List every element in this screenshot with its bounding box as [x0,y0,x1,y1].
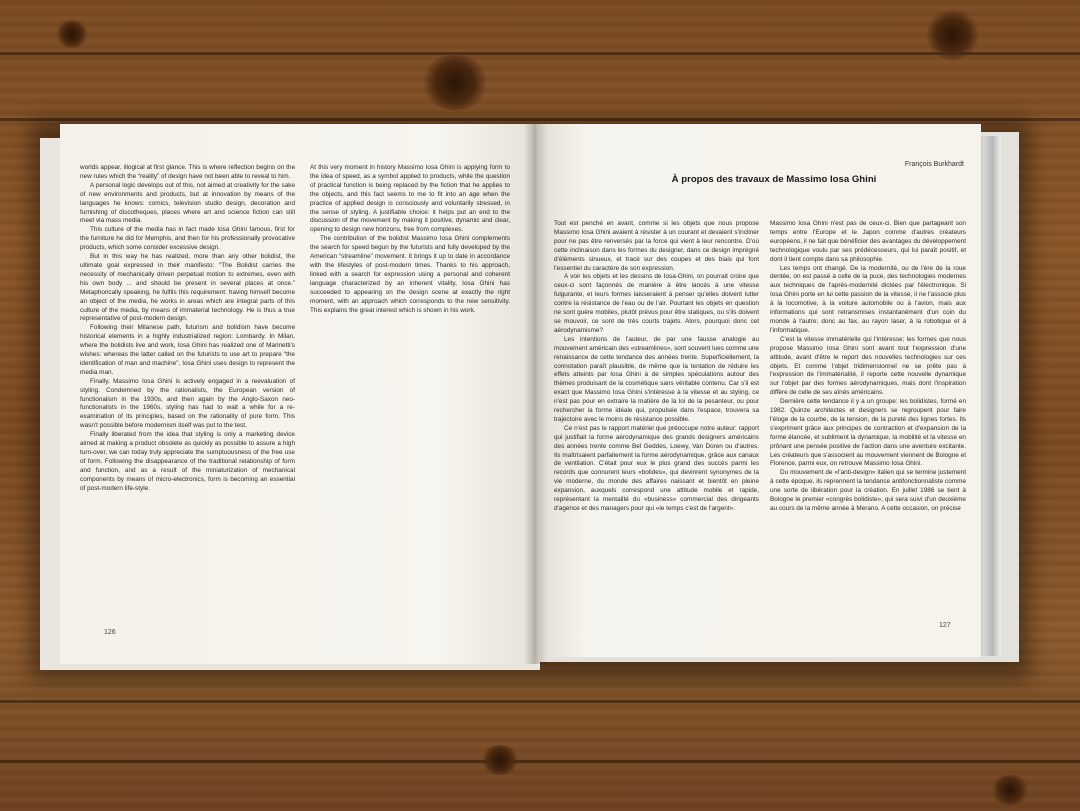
paragraph: C'est la vitesse immatérielle qui l'intéresse; les formes que nous propose Massimo Iosa Ghini sont avant tout l'expression d'une attitude, avant d'être le report des nouvelles technologies sur ces objets. Et comme l'objet tridimensionnel ne se prête pas à l'expression de l'immatérialité, il reporte cette nouvelle dynamique sur l'objet par des formes aérodynamiques, mais dont l'inspiration diffère de celle de ses aînés américains. [770,335,966,397]
paragraph: Les temps ont changé. De la modernité, ou de l'ère de la roue dentée, on est passé à celle de la puce, des technologies modernes aux techniques de l'après-modernité dictées par l'électronique. Si Iosa Ghini porte en lui cette passion de la vitesse, il ne l'associe plus à la locomotive, à la voiture automobile ou à l'avion, mais aux informations qui sont retransmises instantanément d'un coin du monde à l'autre; donc au fax, au rayon laser, à la robotique et à l'informatique. [770,264,966,334]
table-plank-seam [0,52,1080,55]
page-number: 127 [939,622,951,629]
paragraph: Les intentions de l'auteur, de par une fausse analogie au mouvement américain des «streamlines», sont souvent lues comme une renaissance de cette tendance des années trente. Superficiellement, la connotation paraît plausible, de même que la tentation de réduire les effets atteints par Iosa Ghini à de simples spéculations autour des thèmes produisant de la cosmétique sans véritable contenu. Car s'il est exact que Massimo Iosa Ghini s'intéresse à la vitesse et au styling, ce n'est pas pour en extraire la matière de la loi de la pesanteur, ou pour rechercher la forme idéale qui, propulsée dans l'espace, trouvera sa trajectoire avec le moins de résistance possible. [554,335,759,423]
paragraph: A personal logic develops out of this, not aimed at creativity for the sake of new environments and products, but at innovation by means of the languages he knows: comics, television studio design, decoration and furnishing of discotheques, places where art and science fiction can still meet via mass media. [80,181,295,225]
paragraph: But in this way he has realized, more than any other bolidist, the ultimate goal expressed in their manifesto: “The Bolidist carries the necessity of mechanically driven perpetual motion to extremes, even with his own body ... and should be present in several places at once.” Metaphorically speaking, he fulfils this requirement: having himself become an object of the media, he works in areas which are integral parts of this culture of the media, by means of immaterial technology. He is thus a true representative of post-modern design. [80,253,295,323]
paragraph: A voir les objets et les dessins de Iosa-Ghini, on pourrait croire que ceux-ci sont façonnés de manière à être lancés à une vitesse fulgurante, et leurs formes laisseraient à penser qu'elles doivent lutter contre la résistance de l'eau ou de l'air. Pourtant les objets en question ne sont guère mobiles, plutôt prévus pour être statiques, ou s'ils doivent se mouvoir, ce sont de très courts trajets. Alors, pourquoi donc cet aérodynamisme? [554,273,759,334]
paragraph: Ce n'est pas le rapport matériel que préoccupe notre auteur: rapport qui justifiait la forme aérodynamique des grands designers américains des années trente comme Bel Geddes, Loewy, Van Doren ou d'autres. Ils maîtrisaient parfaitement la forme aérodynamique, grâce aux canaux de ventilation. C'était pour eux le plus grand des succès parmi les records que connurent leurs «bolides», qui devinrent synonymes de la vie moderne, du monde des affaires naissant et bientôt en pleine expansion, auxquels correspond une attitude mobile et rapide, représentant la mentalité du «business» commercial des dirigeants d'agence et des managers pour qui «le temps c'est de l'argent». [554,424,759,512]
wood-knot [420,55,490,110]
table-plank-seam [0,700,1080,703]
wood-knot [925,10,980,60]
table-plank-seam [0,760,1080,763]
left-page [60,124,536,664]
wood-knot [55,20,89,48]
wood-knot [990,775,1030,805]
wood-knot [480,745,520,775]
right-page [534,124,981,657]
book-gutter [524,124,548,664]
article-author: François Burkhardt [904,161,964,168]
paragraph: Finally, Massimo Iosa Ghini is actively engaged in a reevaluation of styling. Condemned by the rationalists, the European version of functionalism in the 1930s, and then again by the Anglo-Saxon neo-functionalists in the 1960s, styling has had to wait a while for a re-examination of its principles, based on the rationality of pure form. This wasn't possible before modernism itself was put to the test. [80,377,295,430]
paragraph: Dernière cette tendance il y a un groupe: les bolidistes, formé en 1982. Quinze architectes et designers se regroupent pour faire l'éloge de la courbe, de la tension, de la pureté des lignes fortes. Ils s'expriment grâce aux principes de contraction et d'expansion de la forme élancée, et subliment la dynamique, la mobilité et la vitesse en prônant une pensée positive de l'action dans une aventure excitante. Les créateurs que s'associent au mouvement viennent de Bologne et Florence, parmi eux, on retrouve Massimo Iosa Ghini. [770,398,966,468]
article-title: À propos des travaux de Massimo Iosa Ghini [671,174,877,185]
paragraph: Tout est penché en avant, comme si les objets que nous propose Massimo Iosa Ghini avaient à résister à un courant et devaient s'incliner pour ne pas être renversés par la force qui vient à leur rencontre. D'où cette inclinaison dans les formes du designer, dans ce design imprégné d'éléments sinueux, et tracé sur des coupes et des biais qui font l'essentiel du caractère de son expression. [554,220,759,272]
paragraph: The contribution of the bolidist Massimo Iosa Ghini complements the search for speed begun by the futurists and fully developed by the American “streamline” movement. It brings it up to date in accordance with the lifestyles of post-modern times. Thanks to his approach, linked with a search for expression using a personal and coherent language characterized by an inherent vitality, Iosa Ghini has succeeded to appearing on the design scene at exactly the right moment, with an approach which corresponds to the new sensitivity. This explains the great interest which is shown in his work. [310,235,510,314]
paragraph: Du mouvement de «l'anti-design» italien qui se termine justement à cette époque, ils reprennent la tendance antifonctionnaliste comme une sorte de libération pour la création. En juillet 1986 se tient à Bologne le premier «congrès bolidiste», qui sera suivi d'un deuxième au cours de la même année à Merano. A cette occasion, on précise [770,469,966,512]
paragraph: At this very moment in history Massimo Iosa Ghini is applying form to the idea of speed, as a symbol applied to products, while the question of practical function is being replaced by the fiction that he applies to the objects, and this fact seems to me to fit into an age when the practice of applied design is consciously and voluntarily stressed, in the sense of styling. A justifiable choice: it helps put an end to the discussion of the movement by making it positive, dynamic and clear, opening to design new horizons, free from complexes. [310,164,510,234]
left-page-column-1 [80,164,295,494]
left-page-column-2 [310,164,510,315]
right-page-column-2 [770,220,966,514]
paragraph: Massimo Iosa Ghini n'est pas de ceux-ci. Bien que partageant son temps entre l'Europe et le Japon comme d'autres créateurs européens, il ne fait que bénéficier des avantages du développement technologique voulu par ses prédécesseurs, qui lui paraît positif, et dont il tient compte dans sa philosophie. [770,220,966,263]
paragraph: Finally liberated from the idea that styling is only a marketing device aimed at making a product obsolete as quickly as possible to assure a high turn-over, we can today truly appreciate the sumptuousness of the free use of form. Following the disappearance of the traditional relationship of form and function, and as a result of the miniaturization of mechanical components by means of micro-electronics, form is becoming an essential of post-modern life-style. [80,431,295,492]
paragraph: Following their Milanese path, futurism and bolidism have become historical elements in a highly industrialized region: Lombardy. In Milan, where the bolidists live and work, Iosa Ghini has realized one of Marinetti's wishes: whereas the latter called on the futurists to use art to prepare “the identification of man and machine”, Iosa Ghini uses design to represent the media man. [80,324,295,376]
page-number: 126 [104,629,116,636]
paragraph: This culture of the media has in fact made Iosa Ghini famous, first for the furniture he did for Memphis, and then for his professionally provocative products, which some consider excessive design. [80,226,295,252]
paragraph: worlds appear, illogical at first glance. This is where reflection begins on the new rules which the “reality” of design have not been able to reveal to him. [80,164,295,180]
right-page-column-1 [554,220,759,514]
